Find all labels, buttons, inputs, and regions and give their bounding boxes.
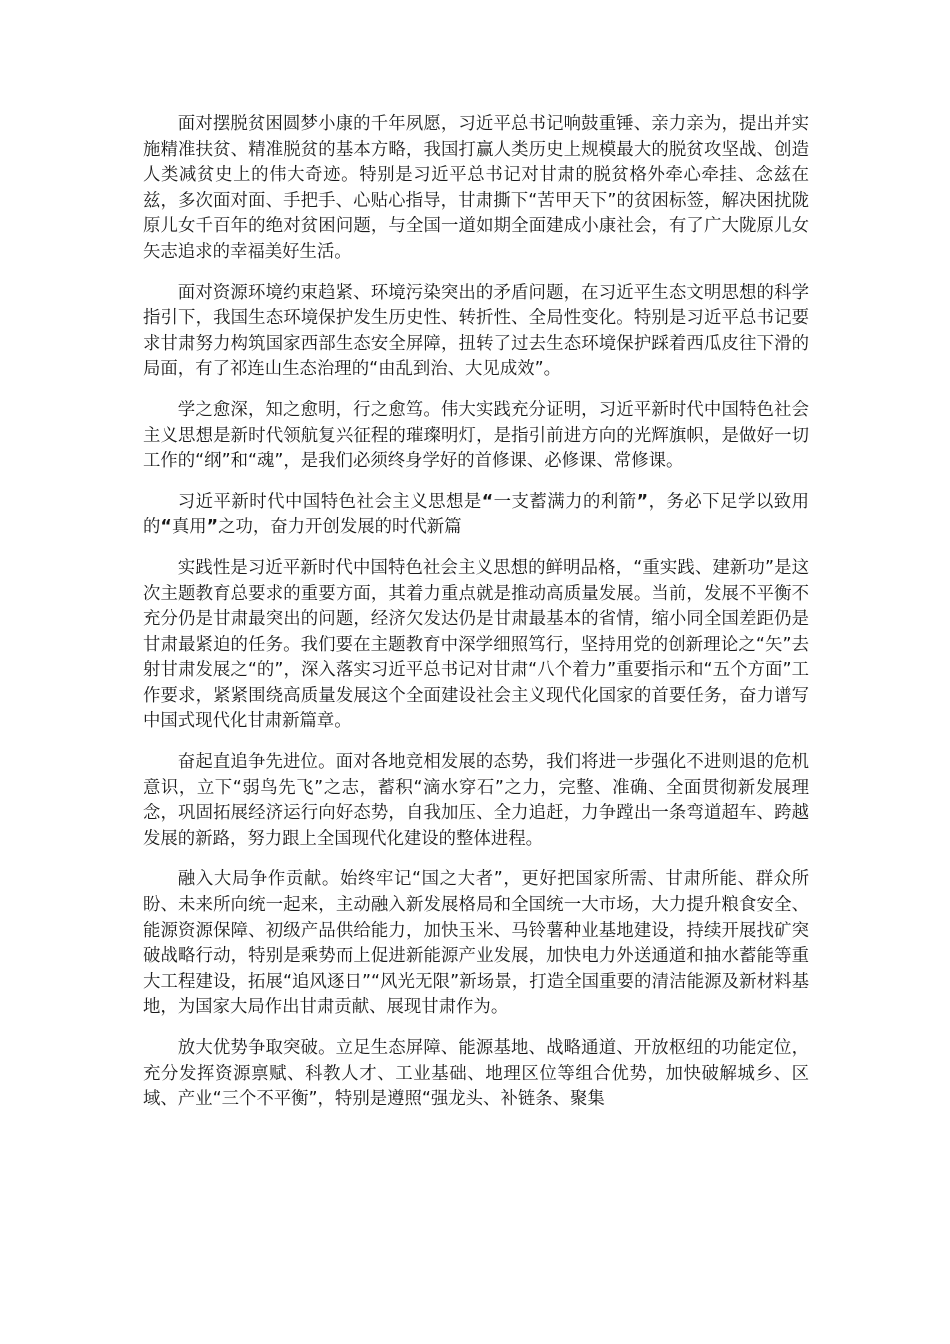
heading-text-1: 习近平新时代中国特色社会主义思想是 [177, 491, 482, 512]
paragraph-advantages: 放大优势争取突破。立足生态屏障、能源基地、战略通道、开放枢纽的功能定位，充分发挥资源禀赋、科教人才、工业基础、地理区位等组合优势，加快破解城乡、区域、产业“三个不平衡”，特别是遵照“强龙头、补链条、聚集 [143, 1038, 809, 1110]
paragraph-contribution: 融入大局争作贡献。始终牢记“国之大者”，更好把国家所需、甘肃所能、群众所盼、未来所向统一起来，主动融入新发展格局和全国统一大市场，大力提升粮食安全、能源资源保障、初级产品供给能力，加快玉米、马铃薯种业基地建设，持续开展找矿突破战略行动，特别是乘势而上促进新能源产业发展，加快电力外送通道和抽水蓄能等重大工程建设，拓展“追风逐日”“风光无限”新场景，打造全国重要的清洁能源及新材料基地，为国家大局作出甘肃贡献、展现甘肃作为。 [143, 869, 809, 1018]
paragraph-catch-up: 奋起直追争先进位。面对各地竞相发展的态势，我们将进一步强化不进则退的危机意识，立下“弱鸟先飞”之志，蓄积“滴水穿石”之力，完整、准确、全面贯彻新发展理念，巩固拓展经济运行向好态势，自我加压、全力追赶，力争蹚出一条弯道超车、跨越发展的新路，努力跟上全国现代化建设的整体进程。 [143, 752, 809, 849]
heading-text-2: 一支蓄满力的利箭 [493, 491, 637, 512]
heading-quote-close-2: ” [206, 517, 219, 538]
document-page [143, 112, 809, 1113]
heading-quote-close-1: ” [636, 491, 649, 512]
section-heading [143, 490, 809, 541]
paragraph-practice: 实践性是习近平新时代中国特色社会主义思想的鲜明品格，“重实践、建新功”是这次主题教育总要求的重要方面，其着力重点就是推动高质量发展。当前，发展不平衡不充分仍是甘肃最突出的问题，经济欠发达仍是甘肃最基本的省情，缩小同全国差距仍是甘肃最紧迫的任务。我们要在主题教育中深学细照笃行，坚持用党的创新理论之“矢”去射甘肃发展之“的”，深入落实习近平总书记对甘肃“八个着力”重要指示和“五个方面”工作要求，紧紧围绕高质量发展这个全面建设社会主义现代化国家的首要任务，奋力谱写中国式现代化甘肃新篇章。 [143, 557, 809, 732]
heading-quote-open-1: “ [481, 491, 494, 512]
heading-text-3: ，务必下足学以致用的 [143, 491, 809, 538]
paragraph-ecology: 面对资源环境约束趋紧、环境污染突出的矛盾问题，在习近平生态文明思想的科学指引下，我国生态环境保护发生历史性、转折性、全局性变化。特别是习近平总书记要求甘肃努力构筑国家西部生态安全屏障，扭转了过去生态环境保护踩着西瓜皮往下滑的局面，有了祁连山生态治理的“由乱到治、大见成效”。 [143, 282, 809, 380]
paragraph-study-conclusion: 学之愈深，知之愈明，行之愈笃。伟大实践充分证明，习近平新时代中国特色社会主义思想是新时代领航复兴征程的璀璨明灯，是指引前进方向的光辉旗帜，是做好一切工作的“纲”和“魂”，是我们必须终身学好的首修课、必修课、常修课。 [143, 399, 809, 472]
heading-text-5: 之功，奋力开创发展的时代新篇 [218, 517, 462, 538]
paragraph-poverty-alleviation: 面对摆脱贫困圆梦小康的千年夙愿，习近平总书记响鼓重锤、亲力亲为，提出并实施精准扶贫、精准脱贫的基本方略，我国打赢人类历史上规模最大的脱贫攻坚战、创造人类减贫史上的伟大奇迹。特别是习近平总书记对甘肃的脱贫格外牵心牵挂、念兹在兹，多次面对面、手把手、心贴心指导，甘肃撕下“苦甲天下”的贫困标签，解决困扰陇原儿女千百年的绝对贫困问题，与全国一道如期全面建成小康社会，有了广大陇原儿女矢志追求的幸福美好生活。 [143, 114, 809, 262]
heading-quote-open-2: “ [160, 517, 172, 538]
heading-text-4: 真用 [171, 517, 207, 538]
